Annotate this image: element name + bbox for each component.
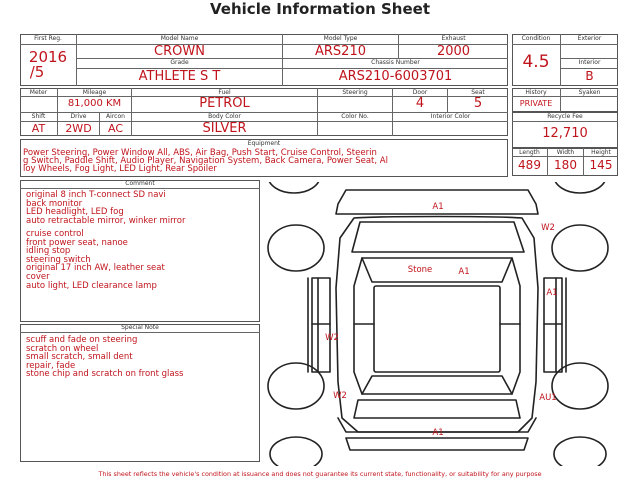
model-name-value: CROWN xyxy=(154,44,205,59)
comment-line: idling stop xyxy=(26,246,71,257)
history-value: PRIVATE xyxy=(519,99,553,108)
rear-left-tire xyxy=(270,437,322,466)
recycle-fee-value: 12,710 xyxy=(542,126,588,141)
special-note-line: repair, fade xyxy=(26,360,76,371)
aircon-label: Aircon xyxy=(106,113,125,120)
front-right-tire xyxy=(554,182,606,193)
damage-mark-rear-right: AU1 xyxy=(539,393,557,403)
seat-label: Seat xyxy=(471,89,485,96)
equipment-line: g Switch, Paddle Shift, Audio Player, Navigation System, Back Camera, Power Seat, Al xyxy=(23,156,388,166)
damage-mark-stone: Stone xyxy=(407,265,433,275)
syaken-label: Syaken xyxy=(578,89,601,96)
model-name-label: Model Name xyxy=(160,35,199,42)
left-side-panel xyxy=(312,278,330,372)
length-value: 489 xyxy=(518,158,541,172)
car-damage-diagram xyxy=(262,182,622,466)
condition-value: 4.5 xyxy=(522,52,550,72)
condition-label: Condition xyxy=(521,35,551,42)
color-no-label: Color No. xyxy=(341,113,369,120)
height-value: 145 xyxy=(589,158,613,172)
roof xyxy=(374,286,500,372)
first-reg-label: First Reg. xyxy=(34,35,62,42)
sheet-title: Vehicle Information Sheet xyxy=(210,0,430,18)
rear-right-tire xyxy=(554,437,606,466)
damage-mark-front-top: A1 xyxy=(432,202,444,212)
mileage-label: Mileage xyxy=(82,89,107,96)
drive-label: Drive xyxy=(70,113,87,120)
right-rear-wheel xyxy=(552,363,608,409)
first-reg-month: /5 xyxy=(29,63,45,81)
chassis-value: ARS210-6003701 xyxy=(338,69,453,84)
width-value: 180 xyxy=(554,158,577,172)
chassis-label: Chassis Number xyxy=(371,59,420,66)
damage-mark-rear-bottom: A1 xyxy=(432,428,444,438)
special-note-label: Special Note xyxy=(121,324,159,331)
body-color-value: SILVER xyxy=(202,121,247,136)
front-left-tire xyxy=(268,182,320,193)
comment-line: auto light, LED clearance lamp xyxy=(26,280,157,291)
mileage-value: 81,000 KM xyxy=(67,98,122,109)
equipment-line: loy Wheels, Fog Light, LED Light, Rear Spoiler xyxy=(23,164,217,174)
interior-color-label: Interior Color xyxy=(430,113,471,120)
length-label: Length xyxy=(519,149,540,156)
special-note-line: small scratch, small dent xyxy=(26,352,133,363)
equipment-line: Power Steering, Power Window All, ABS, Air Bag, Push Start, Cruise Control, Steerin xyxy=(23,148,377,158)
damage-mark-front-right: W2 xyxy=(541,223,555,233)
shift-label: Shift xyxy=(31,113,46,120)
drive-value: 2WD xyxy=(65,122,92,135)
exhaust-value: 2000 xyxy=(436,44,471,59)
special-note-line: scuff and fade on steering xyxy=(26,335,138,345)
interior-value: B xyxy=(585,69,594,83)
comment-line: steering switch xyxy=(26,254,91,265)
shift-value: AT xyxy=(31,122,46,135)
damage-mark-left-side: W2 xyxy=(325,333,339,343)
steering-label: Steering xyxy=(342,89,368,96)
damage-mark-rear-left: W2 xyxy=(333,391,347,401)
door-label: Door xyxy=(412,89,428,96)
recycle-fee-label: Recycle Fee xyxy=(547,113,583,120)
rear-window xyxy=(362,376,512,394)
left-front-wheel xyxy=(268,225,324,271)
aircon-value: AC xyxy=(107,122,123,135)
height-label: Height xyxy=(591,149,611,156)
special-note-line: stone chip and scratch on front glass xyxy=(26,369,184,380)
interior-label: Interior xyxy=(578,59,601,66)
first-reg-year: 2016 xyxy=(28,48,68,66)
grade-label: Grade xyxy=(170,59,189,66)
model-type-value: ARS210 xyxy=(315,44,366,59)
special-note-line: scratch on wheel xyxy=(26,343,99,354)
comment-line: cruise control xyxy=(26,229,84,239)
comment-line: original 8 inch T-connect SD navi xyxy=(26,190,166,200)
damage-mark-right-side: A1 xyxy=(546,288,558,298)
exterior-label: Exterior xyxy=(577,35,602,42)
seat-value: 5 xyxy=(473,96,483,111)
right-front-wheel xyxy=(552,225,608,271)
door-value: 4 xyxy=(415,96,425,111)
model-type-label: Model Type xyxy=(323,35,358,42)
left-rear-wheel xyxy=(268,363,324,409)
hood xyxy=(352,222,524,252)
damage-mark-windshield: A1 xyxy=(458,267,470,277)
comment-line: cover xyxy=(26,272,50,282)
comment-label: Comment xyxy=(125,180,155,187)
fuel-value: PETROL xyxy=(199,96,250,111)
history-label: History xyxy=(525,89,547,96)
comment-line: LED headlight, LED fog xyxy=(26,207,124,218)
comment-line: back monitor xyxy=(26,198,83,209)
grade-value: ATHLETE S T xyxy=(138,69,221,84)
comment-line: auto retractable mirror, winker mirror xyxy=(26,215,186,226)
exhaust-label: Exhaust xyxy=(441,35,466,42)
trunk xyxy=(354,400,520,418)
meter-label: Meter xyxy=(29,89,48,96)
equipment-label: Equipment xyxy=(247,140,281,147)
fuel-label: Fuel xyxy=(218,89,231,96)
body-color-label: Body Color xyxy=(208,113,241,120)
width-label: Width xyxy=(556,149,575,156)
disclaimer-footer: This sheet reflects the vehicle's condition at issuance and does not guarantee its current state, functionality, or suitability for any purpose xyxy=(98,470,542,478)
comment-line: front power seat, nanoe xyxy=(26,237,128,248)
comment-line: original 17 inch AW, leather seat xyxy=(26,263,165,274)
windshield xyxy=(362,258,512,282)
